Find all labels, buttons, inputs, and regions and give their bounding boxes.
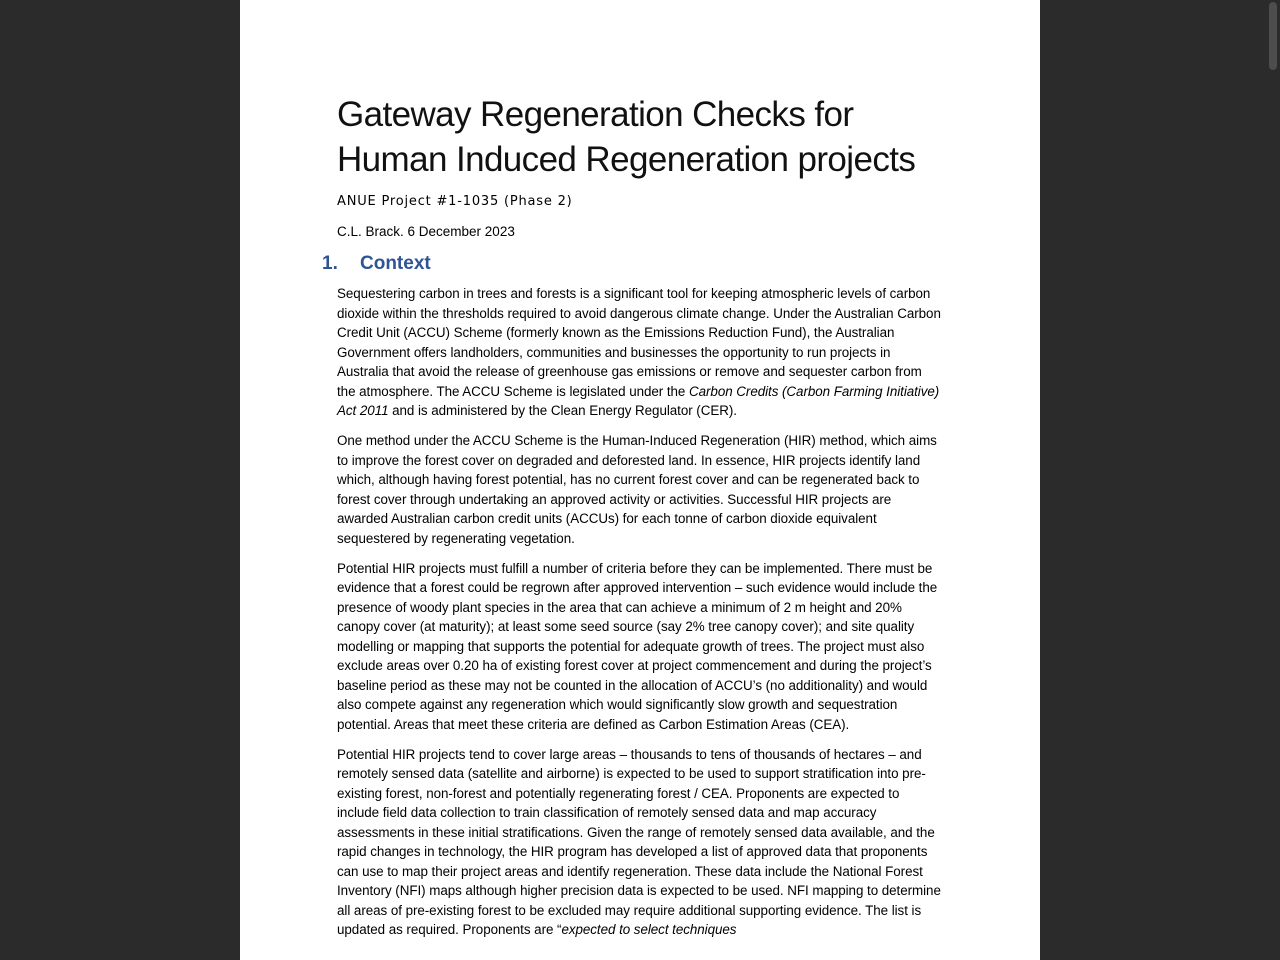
paragraph <box>337 284 943 421</box>
paragraph-text: Sequestering carbon in trees and forests is a significant tool for keeping atmospheric levels of carbon dioxide within the thresholds required to avoid dangerous climate change. Under the Australian Carbon Credit Unit (ACCU) Scheme (formerly known as the Emissions Reduction Fund), the Australian Government offers landholders, communities and businesses the opportunity to run projects in Australia that avoid the release of greenhouse gas emissions or remove and sequester carbon from the atmosphere. The ACCU Scheme is legislated under the <box>337 286 941 399</box>
act-citation: Carbon Credits (Carbon Farming Initiative) Act 2011 <box>337 383 940 418</box>
author-date-line: C.L. Brack. 6 December 2023 <box>337 224 515 239</box>
paragraph-text: Potential HIR projects tend to cover large areas – thousands to tens of thousands of hectares – and remotely sensed data (satellite and airborne) is expected to be used to support stratification into pre-existing forest, non-forest and potentially regenerating forest / CEA. Proponents are expected to include field data collection to train classification of remotely sensed data and map accuracy assessments in these initial stratifications. Given the range of remotely sensed data available, and the rapid changes in technology, the HIR program has developed a list of approved data that proponents can use to map their project areas and identify regeneration. These data include the National Forest Inventory (NFI) maps although higher precision data is expected to be used. NFI mapping to determine all areas of pre-existing forest to be excluded may require additional supporting evidence. The list is updated as required. Proponents are “ <box>337 746 941 937</box>
document-title: Gateway Regeneration Checks for Human Induced Regeneration projects <box>337 95 916 179</box>
paragraph-text: and is administered by the Clean Energy Regulator (CER). <box>388 403 737 418</box>
paragraph: Potential HIR projects must fulfill a number of criteria before they can be implemented. There must be evidence that a forest could be regrown after approved intervention – such evidence would include the presence of woody plant species in the area that can achieve a minimum of 2 m height and 20% canopy cover (at maturity); at least some seed source (say 2% tree canopy cover); and site quality modelling or mapping that supports the potential for adequate growth of trees. The project must also exclude areas over 0.20 ha of existing forest cover at project commencement and during the project’s baseline period as these may not be counted in the allocation of ACCU’s (no additionality) and would also compete against any regeneration which would significantly slow growth and sequestration potential. Areas that meet these criteria are defined as Carbon Estimation Areas (CEA). <box>337 560 938 732</box>
project-subtitle: ANUE Project #1-1035 (Phase 2) <box>337 194 573 209</box>
vertical-scrollbar[interactable] <box>1266 0 1280 960</box>
document-page <box>240 0 1040 960</box>
section-number: 1. <box>322 253 338 274</box>
scrollbar-thumb[interactable] <box>1269 2 1277 70</box>
section-heading <box>322 250 928 278</box>
quote-italic: expected to select techniques <box>561 922 737 937</box>
paragraph: One method under the ACCU Scheme is the Human-Induced Regeneration (HIR) method, which aims to improve the forest cover on degraded and deforested land. In essence, HIR projects identify land which, although having forest potential, has no current forest cover and can be regenerated back to forest cover through undertaking an approved activity or activities. Successful HIR projects are awarded Australian carbon credit units (ACCUs) for each tonne of carbon dioxide equivalent sequestered by regenerating vegetation. <box>337 433 937 546</box>
section-title: Context <box>360 253 431 274</box>
paragraph <box>337 745 943 940</box>
document-content <box>322 92 943 950</box>
